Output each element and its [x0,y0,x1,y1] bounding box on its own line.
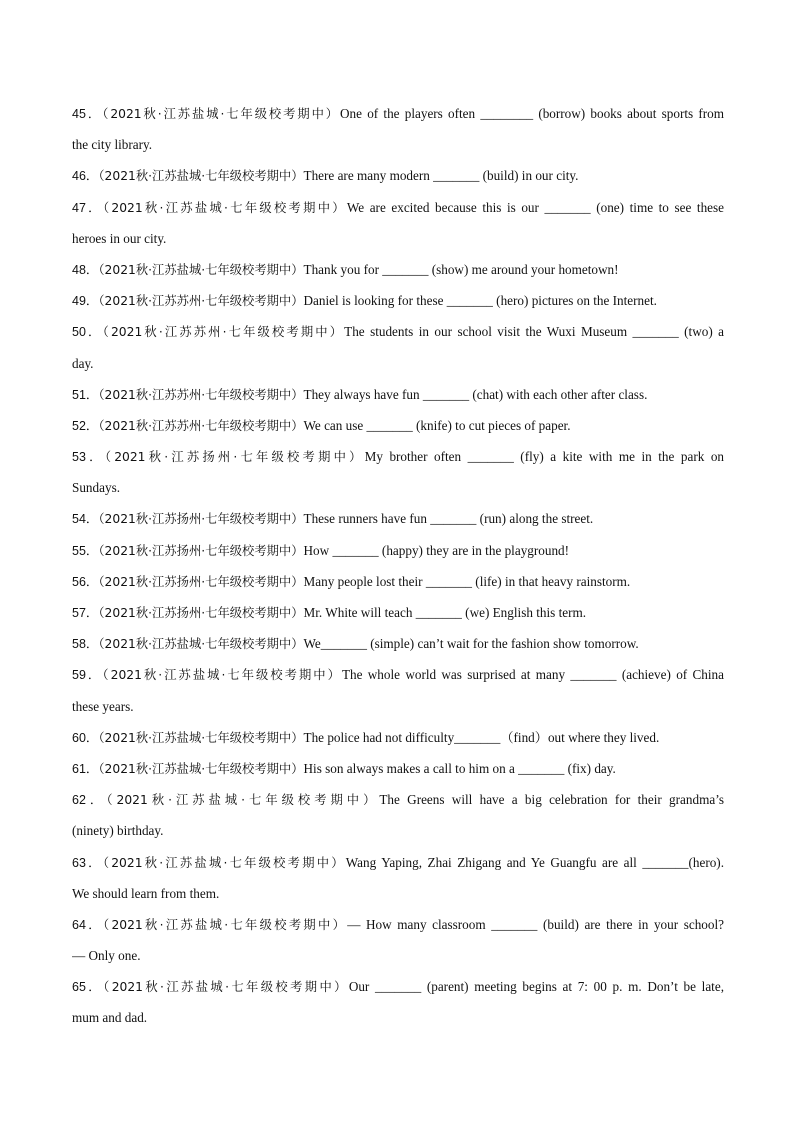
question-source: （2021秋·江苏扬州·七年级校考期中） [98,606,304,620]
question-text: His son always makes a call to him on a _______ (fix) day. [303,760,616,776]
question-text: How _______ (happy) they are in the playground! [303,542,570,558]
question-line [72,98,724,129]
question-text: — How many classroom _______ (build) are there in your school? [347,916,724,932]
question-number: 55． [72,543,99,558]
question-line [72,784,724,815]
question-line [72,566,724,597]
question-source: （2021秋·江苏盐城·七年级校考期中） [102,200,347,215]
question-source: （2021秋·江苏盐城·七年级校考期中） [103,980,349,995]
question-number: 61． [72,761,99,776]
question-line [72,971,724,1002]
question-number: 51． [72,387,99,402]
question-line [72,503,724,534]
question-number: 65． [72,980,104,995]
question-text: Daniel is looking for these _______ (hero) pictures on the Internet. [303,293,657,309]
question-continuation: day. [72,355,94,371]
question-source: （2021秋·江苏扬州·七年级校考期中） [98,543,304,558]
question-source: （2021秋·江苏盐城·七年级校考期中） [102,668,342,683]
question-continuation: mum and dad. [72,1010,148,1026]
question-text: Many people lost their _______ (life) in that heavy rainstorm. [303,573,631,589]
question-text: The whole world was surprised at many _______ (achieve) of China [341,667,724,683]
question-text: Our _______ (parent) meeting begins at 7: 00 p. m. Don’t be late, [348,979,724,995]
question-line [72,722,724,753]
question-number: 49． [72,294,99,309]
question-source: （2021秋·江苏扬州·七年级校考期中） [104,450,365,465]
question-line [72,753,724,784]
question-line [72,410,724,441]
question-source: （2021秋·江苏盐城·七年级校考期中） [98,730,304,745]
question-source: （2021秋·江苏盐城·七年级校考期中） [98,637,304,652]
question-number: 46． [72,169,99,184]
question-line [72,597,724,628]
question-line [72,316,724,347]
question-number: 57． [72,606,99,620]
question-source: （2021秋·江苏盐城·七年级校考期中） [102,107,341,121]
question-number: 60． [72,730,99,745]
question-text: We can use _______ (knife) to cut pieces of paper. [303,417,571,433]
question-continuation: (ninety) birthday. [72,823,164,839]
question-text: Thank you for _______ (show) me around your hometown! [303,261,619,277]
question-continuation: heroes in our city. [72,230,167,246]
question-text: My brother often _______ (fly) a kite with me in the park on [364,449,724,465]
question-number: 62． [72,793,107,808]
question-number: 47． [72,200,103,215]
question-line [72,192,724,223]
question-text: One of the players often ________ (borrow) books about sports from [340,106,724,121]
question-text: We are excited because this is our _______ (one) time to see these [346,199,724,215]
question-number: 54． [72,512,99,527]
question-continuation: these years. [72,698,134,714]
question-text: The Greens will have a big celebration for their grandma’s [379,792,724,808]
question-continuation: We should learn from them. [72,885,220,901]
question-line [72,909,724,940]
question-source: （2021秋·江苏盐城·七年级校考期中） [102,855,346,870]
question-source: （2021秋·江苏苏州·七年级校考期中） [98,387,304,402]
question-source: （2021秋·江苏盐城·七年级校考期中） [103,917,348,932]
question-source: （2021秋·江苏苏州·七年级校考期中） [98,294,304,309]
question-number: 45． [72,107,103,121]
question-text: We_______ (simple) can’t wait for the fashion show tomorrow. [303,636,639,652]
question-number: 50． [72,325,103,340]
question-line [72,379,724,410]
question-line [72,659,724,690]
question-source: （2021秋·江苏盐城·七年级校考期中） [98,761,304,776]
question-number: 52． [72,418,99,433]
question-line [72,535,724,566]
question-number: 53． [72,450,105,465]
question-line [72,285,724,316]
question-source: （2021秋·江苏盐城·七年级校考期中） [98,262,304,277]
question-number: 58． [72,637,99,652]
question-line [72,254,724,285]
question-text: Mr. White will teach _______ (we) English this term. [303,605,587,620]
question-line [72,628,724,659]
question-continuation: — Only one. [72,948,141,964]
question-line [72,441,724,472]
question-number: 59． [72,668,103,683]
question-source: （2021秋·江苏扬州·七年级校考期中） [98,574,304,589]
question-text: There are many modern _______ (build) in our city. [303,168,579,184]
question-text: The students in our school visit the Wuxi Museum _______ (two) a [344,324,724,340]
question-source: （2021秋·江苏苏州·七年级校考期中） [98,418,304,433]
question-continuation: Sundays. [72,480,120,496]
question-number: 64． [72,917,104,932]
question-number: 63． [72,855,103,870]
question-source: （2021秋·江苏盐城·七年级校考期中） [106,793,380,808]
question-text: The police had not difficulty_______（find）out where they lived. [303,729,660,745]
question-line [72,160,724,191]
question-number: 56． [72,574,99,589]
question-source: （2021秋·江苏扬州·七年级校考期中） [98,512,304,527]
question-line [72,847,724,878]
exercise-page [72,98,724,1034]
question-source: （2021秋·江苏苏州·七年级校考期中） [102,325,345,340]
question-number: 48． [72,262,99,277]
question-text: Wang Yaping, Zhai Zhigang and Ye Guangfu are all _______(hero). [345,854,724,870]
question-text: They always have fun _______ (chat) with each other after class. [303,386,648,402]
question-source: （2021秋·江苏盐城·七年级校考期中） [98,169,304,184]
question-text: These runners have fun _______ (run) along the street. [303,511,594,527]
question-continuation: the city library. [72,137,153,153]
